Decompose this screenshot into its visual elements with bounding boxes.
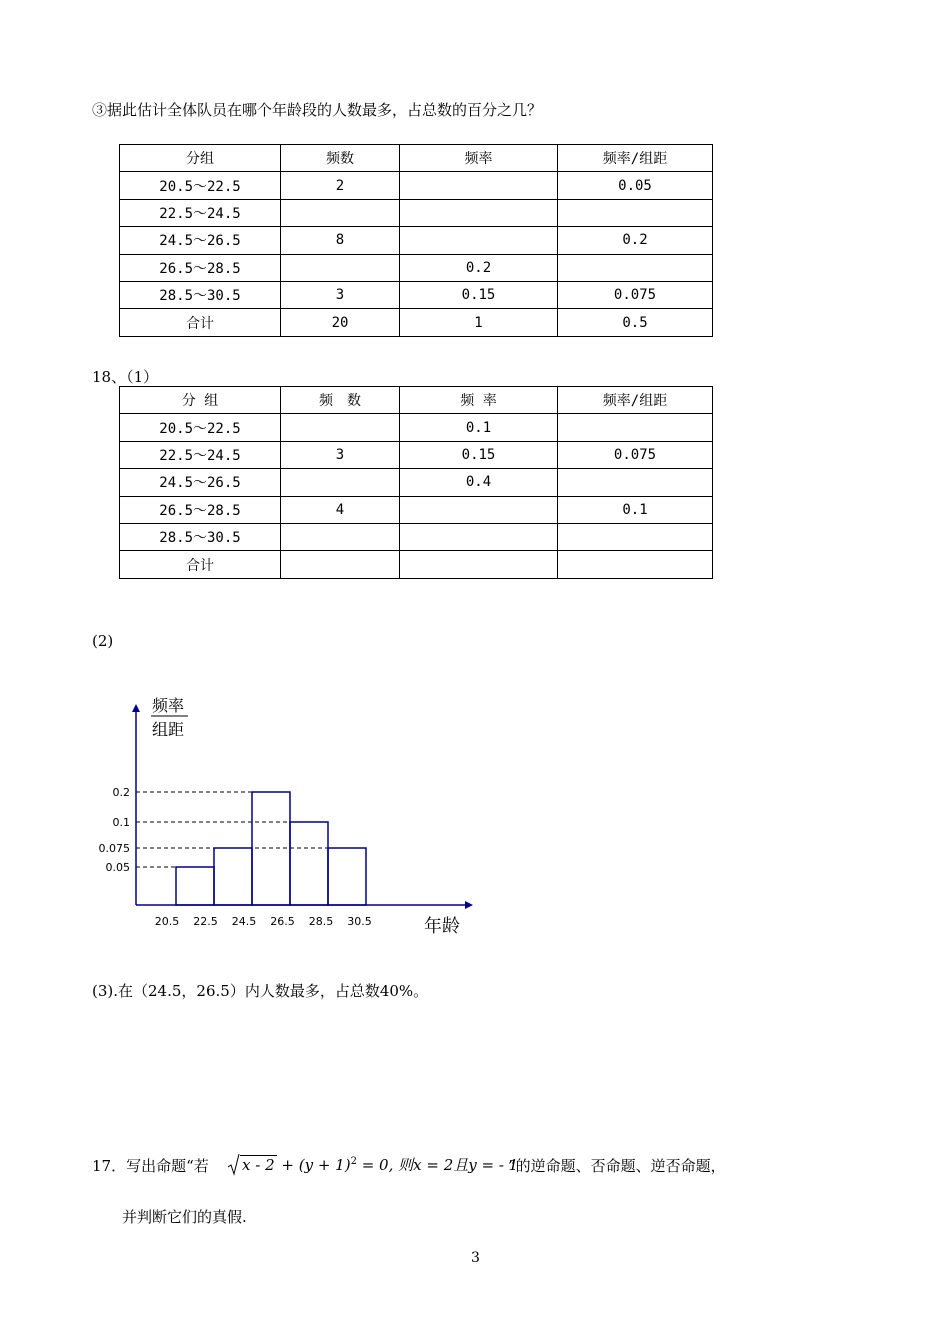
x-tick-label: 30.5 (347, 915, 372, 928)
histogram-chart (80, 690, 480, 945)
table-cell (400, 496, 558, 523)
table-cell (400, 523, 558, 550)
header-frequency: 频 数 (281, 387, 400, 414)
table-cell: 2 (281, 172, 400, 199)
question-line: ③据此估计全体队员在哪个年龄段的人数最多，占总数的百分之几？ (92, 101, 543, 119)
table-cell (400, 172, 558, 199)
header-group: 分组 (120, 145, 281, 172)
table-cell: 0.1 (558, 496, 713, 523)
x-axis-label: 年龄 (424, 916, 460, 937)
table-row (120, 441, 713, 468)
table-cell: 20.5～22.5 (120, 172, 281, 199)
table-cell: 合计 (120, 551, 281, 578)
table-cell: 22.5～24.5 (120, 199, 281, 226)
table-cell: 20 (281, 309, 400, 336)
table-cell (558, 414, 713, 441)
table-cell: 3 (281, 441, 400, 468)
table-cell: 24.5～26.5 (120, 227, 281, 254)
y-axis-arrow-icon (132, 704, 140, 712)
table-row (120, 469, 713, 496)
y-tick-label: 0.075 (98, 842, 130, 855)
table-cell: 0.4 (400, 469, 558, 496)
table-cell: 20.5～22.5 (120, 414, 281, 441)
y-tick-label: 0.2 (112, 786, 130, 799)
table-cell: 0.5 (558, 309, 713, 336)
table-cell: 24.5～26.5 (120, 469, 281, 496)
table-row (120, 227, 713, 254)
table-cell: 28.5～30.5 (120, 281, 281, 308)
y-axis-label-top: 频率 (152, 696, 185, 715)
table-cell: 0.075 (558, 441, 713, 468)
table-row (120, 254, 713, 281)
table-cell (281, 199, 400, 226)
table-cell (400, 227, 558, 254)
table-cell: 0.1 (400, 414, 558, 441)
table-cell: 合计 (120, 309, 281, 336)
header-rate: 频 率 (400, 387, 558, 414)
q17-suffix: ”的逆命题、否命题、逆否命题， (508, 1157, 726, 1175)
header-group: 分 组 (120, 387, 281, 414)
histogram-bar-4 (328, 848, 366, 905)
table-cell (400, 551, 558, 578)
table-cell (281, 523, 400, 550)
x-tick-label: 22.5 (193, 915, 218, 928)
table-row (120, 523, 713, 550)
x-tick-label: 24.5 (231, 915, 257, 928)
formula-radicand: x - 2 (242, 1156, 275, 1174)
x-tick-label: 20.5 (154, 915, 180, 928)
sqrt-radical-icon (228, 1154, 240, 1176)
frequency-table-1 (119, 144, 713, 337)
table-cell (558, 523, 713, 550)
table-row (120, 496, 713, 523)
header-rate-per-width: 频率/组距 (558, 145, 713, 172)
table-cell: 0.15 (400, 281, 558, 308)
y-tick-label: 0.05 (105, 861, 130, 874)
page-number: 3 (471, 1250, 480, 1266)
answer-3: (3).在（24.5，26.5）内人数最多，占总数40%。 (92, 982, 429, 1000)
table-header-row (120, 387, 713, 414)
table-header-row (120, 145, 713, 172)
histogram-bar-1 (214, 848, 252, 905)
x-tick-label: 26.5 (270, 915, 295, 928)
table-cell (558, 199, 713, 226)
table-row (120, 414, 713, 441)
table-row (120, 551, 713, 578)
table-cell: 26.5～28.5 (120, 254, 281, 281)
table-cell (281, 469, 400, 496)
table-cell (281, 254, 400, 281)
table-cell: 1 (400, 309, 558, 336)
table-cell: 28.5～30.5 (120, 523, 281, 550)
table-cell (400, 199, 558, 226)
y-tick-label: 0.1 (112, 816, 130, 829)
table-row (120, 281, 713, 308)
table-cell: 3 (281, 281, 400, 308)
header-rate: 频率 (400, 145, 558, 172)
table-cell: 0.05 (558, 172, 713, 199)
y-axis-label-bottom: 组距 (152, 720, 185, 739)
table-cell (281, 551, 400, 578)
table-cell: 0.2 (558, 227, 713, 254)
x-tick-label: 28.5 (308, 915, 334, 928)
table-row (120, 309, 713, 336)
formula-exponent: 2 (350, 1156, 357, 1167)
table-cell: 4 (281, 496, 400, 523)
header-frequency: 频数 (281, 145, 400, 172)
table-cell: 0.15 (400, 441, 558, 468)
table-cell: 0.075 (558, 281, 713, 308)
question-17 (92, 1155, 209, 1176)
histogram-bar-0 (176, 867, 214, 905)
formula-conclusion: = 0, 则x = 2且y = - 1 (361, 1156, 519, 1174)
table-row (120, 172, 713, 199)
q17-line2: 并判断它们的真假. (122, 1208, 247, 1226)
frequency-table-2 (119, 386, 713, 579)
part-2-label: (2) (92, 632, 114, 650)
header-rate-per-width: 频率/组距 (558, 387, 713, 414)
q17-formula (228, 1154, 518, 1176)
formula-square-term: + (y + 1) (281, 1156, 351, 1174)
table-cell (558, 551, 713, 578)
section-18-label: 18、（1） (92, 368, 159, 386)
table-cell (558, 254, 713, 281)
q17-prefix: 17．写出命题“若 (92, 1157, 209, 1175)
table-row (120, 199, 713, 226)
table-cell: 8 (281, 227, 400, 254)
histogram-bar-3 (290, 822, 328, 905)
x-axis-arrow-icon (465, 901, 473, 909)
table-cell: 0.2 (400, 254, 558, 281)
table-cell: 22.5～24.5 (120, 441, 281, 468)
table-cell (558, 469, 713, 496)
table-cell: 26.5～28.5 (120, 496, 281, 523)
table-cell (281, 414, 400, 441)
